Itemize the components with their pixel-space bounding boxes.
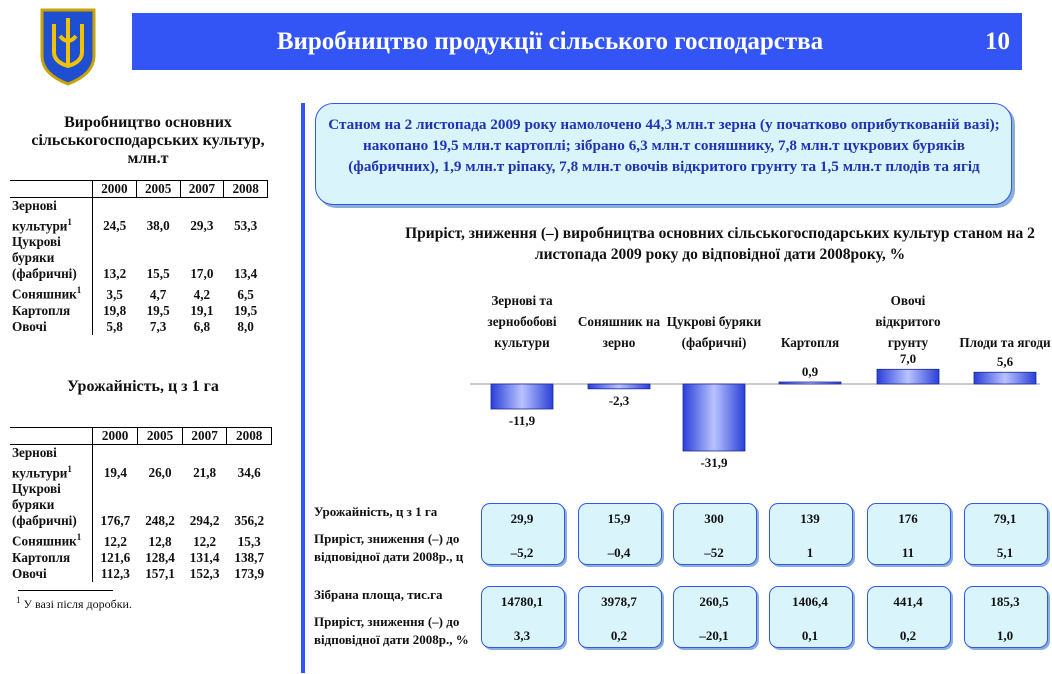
year-header: 2000 bbox=[93, 428, 138, 445]
stat-change: –20,1 bbox=[699, 628, 729, 643]
year-header: 2000 bbox=[93, 181, 137, 198]
row-label: Зернові культури$^1$ bbox=[10, 445, 93, 482]
table-cell: 128,4 bbox=[145, 549, 175, 565]
stat-value: 139 bbox=[800, 511, 820, 526]
stat-change: –5,2 bbox=[510, 545, 534, 560]
year-header: 2007 bbox=[180, 181, 224, 198]
page-title: Виробництво продукції сільського господарства bbox=[276, 28, 824, 55]
stat-value: 15,9 bbox=[607, 511, 631, 526]
table-cell: 26,0 bbox=[148, 465, 172, 481]
row-label: Картопля bbox=[10, 550, 93, 566]
row-label: Овочі bbox=[10, 319, 93, 335]
footnote: $^1$ У вазі після доробки. bbox=[16, 595, 132, 611]
table-cell: 19,5 bbox=[234, 302, 258, 318]
table-cell: 152,3 bbox=[189, 565, 220, 581]
bar-value-label: 7,0 bbox=[899, 351, 917, 367]
table-cell: 29,3 bbox=[190, 218, 214, 234]
bar-value-label: -31,9 bbox=[700, 455, 728, 470]
table-cell: 3,5 bbox=[106, 286, 123, 302]
table-cell: 15,5 bbox=[146, 266, 170, 282]
table-cell: 21,8 bbox=[193, 465, 217, 481]
table-cell: 12,2 bbox=[193, 533, 217, 549]
yield-change-label: Приріст, зниження (–) до відповідної дати 2008р., ц bbox=[314, 531, 464, 564]
table-cell: 34,6 bbox=[237, 465, 261, 481]
table-cell: 19,1 bbox=[190, 302, 214, 318]
year-header: 2005 bbox=[136, 181, 180, 198]
stat-change: 0,2 bbox=[610, 628, 628, 643]
table-cell: 53,3 bbox=[234, 218, 258, 234]
stat-value: 300 bbox=[704, 511, 724, 526]
category-label: Зернові та зернобобові культури bbox=[487, 293, 557, 350]
table-cell: 173,9 bbox=[234, 565, 265, 581]
area-label: Зібрана площа, тис.га bbox=[314, 587, 443, 602]
row-label: Соняшник$^1$ bbox=[10, 282, 93, 302]
table-cell: 8,0 bbox=[237, 318, 254, 334]
bar-value-label: 5,6 bbox=[996, 354, 1014, 370]
category-label: Овочі відкритого грунту bbox=[875, 293, 941, 350]
stat-value: 79,1 bbox=[993, 511, 1017, 526]
chart-bar bbox=[877, 369, 939, 384]
table-cell: 19,4 bbox=[103, 465, 127, 481]
table-cell: 13,4 bbox=[234, 266, 258, 282]
table-cell: 121,6 bbox=[100, 549, 131, 565]
bar-value-label: -2,3 bbox=[608, 392, 630, 408]
table-cell: 19,5 bbox=[146, 302, 170, 318]
stat-value: 29,9 bbox=[510, 511, 534, 526]
stat-change: 1,0 bbox=[996, 628, 1014, 643]
footnote-mark: 1 bbox=[67, 217, 72, 227]
chart-title: Приріст, зниження (–) виробництва основних сільськогосподарських культур станом на 2 листопада 2009 року до відповідної дати 2008року, % bbox=[405, 225, 1035, 263]
stat-change: 3,3 bbox=[513, 628, 531, 643]
production-table-title: Виробництво основних сільськогосподарських культур, млн.т bbox=[31, 114, 265, 167]
stat-change: 0,1 bbox=[801, 628, 819, 643]
table-cell: 248,2 bbox=[145, 513, 175, 529]
stat-change: –52 bbox=[704, 545, 724, 560]
chart-bar bbox=[779, 382, 841, 384]
table-cell: 131,4 bbox=[189, 549, 220, 565]
footnote-mark: 1 bbox=[76, 285, 82, 296]
footnote-mark: 1 bbox=[67, 464, 72, 474]
stat-value: 3978,7 bbox=[601, 594, 637, 609]
chart-bar bbox=[588, 384, 650, 389]
table-cell: 38,0 bbox=[146, 218, 170, 234]
stat-value: 176 bbox=[898, 511, 918, 526]
table-cell: 4,7 bbox=[149, 286, 167, 302]
table-cell: 24,5 bbox=[103, 218, 127, 234]
stat-change: 11 bbox=[901, 545, 915, 560]
chart-bar bbox=[974, 372, 1036, 384]
table-cell: 5,8 bbox=[106, 318, 123, 334]
table-cell: 12,8 bbox=[148, 533, 172, 549]
stat-value: 1406,4 bbox=[792, 594, 828, 609]
table-cell: 112,3 bbox=[100, 565, 130, 581]
footnote-mark: 1 bbox=[76, 532, 82, 543]
table-cell: 12,2 bbox=[103, 533, 127, 549]
year-header: 2007 bbox=[182, 428, 227, 445]
yield-label: Урожайність, ц з 1 га bbox=[314, 504, 438, 519]
table-cell: 6,5 bbox=[237, 286, 254, 302]
table-cell: 4,2 bbox=[193, 286, 211, 302]
table-cell: 294,2 bbox=[189, 513, 220, 529]
stat-value: 14780,1 bbox=[500, 594, 544, 609]
table-cell: 19,8 bbox=[103, 302, 127, 318]
info-text: Станом на 2 листопада 2009 року намолочено 44,3 млн.т зерна (у початково оприбуткованій вазі); накопано 19,5 млн.т картоплі; зібрано 6,3 млн.т соняшнику, 7,8 млн.т цукрових буряків (фабричних), 1,9 млн.т ріпаку, 7,8 млн.т овочів відкритого грунту та 1,5 млн.т плодів та ягід bbox=[328, 116, 1000, 175]
stat-change: –0,4 bbox=[607, 545, 631, 560]
row-label: Картопля bbox=[10, 303, 93, 319]
stat-value: 260,5 bbox=[699, 594, 729, 609]
stat-change: 0,2 bbox=[899, 628, 917, 643]
year-header: 2005 bbox=[138, 428, 183, 445]
table-cell: 356,2 bbox=[234, 513, 265, 529]
chart-bar bbox=[491, 384, 553, 409]
stat-value: 441,4 bbox=[893, 594, 923, 609]
category-label: Цукрові буряки (фабричні) bbox=[666, 314, 762, 350]
bar-value-label: 0,9 bbox=[801, 364, 819, 379]
bar-value-label: -11,9 bbox=[508, 412, 536, 428]
table-cell: 17,0 bbox=[190, 266, 214, 282]
table-cell: 157,1 bbox=[145, 565, 175, 581]
chart-bar bbox=[683, 384, 745, 451]
row-label: Цукрові буряки (фабричні) bbox=[10, 234, 93, 282]
stat-change: 5,1 bbox=[996, 545, 1014, 560]
area-change-label: Приріст, зниження (–) до відповідної дати 2008р., % bbox=[314, 614, 469, 647]
table-cell: 6,8 bbox=[193, 318, 211, 334]
yield-table-title: Урожайність, ц з 1 га bbox=[67, 378, 219, 395]
category-label: Картопля bbox=[780, 335, 840, 350]
row-label: Соняшник$^1$ bbox=[10, 529, 93, 549]
table-cell: 7,3 bbox=[149, 318, 167, 334]
category-label: Плоди та ягоди bbox=[959, 335, 1051, 350]
table-cell: 13,2 bbox=[103, 266, 127, 282]
stat-change: 1 bbox=[806, 545, 814, 560]
category-label: Соняшник на зерно bbox=[577, 314, 661, 350]
row-label: Зернові культури$^1$ bbox=[10, 198, 93, 235]
row-label: Овочі bbox=[10, 566, 93, 582]
table-cell: 138,7 bbox=[234, 549, 265, 565]
table-cell: 176,7 bbox=[100, 513, 131, 529]
page-number: 10 bbox=[985, 28, 1010, 55]
table-cell: 15,3 bbox=[237, 533, 261, 549]
row-label: Цукрові буряки (фабричні) bbox=[10, 481, 93, 529]
year-header: 2008 bbox=[224, 181, 268, 198]
stat-value: 185,3 bbox=[990, 594, 1020, 609]
year-header: 2008 bbox=[227, 428, 272, 445]
